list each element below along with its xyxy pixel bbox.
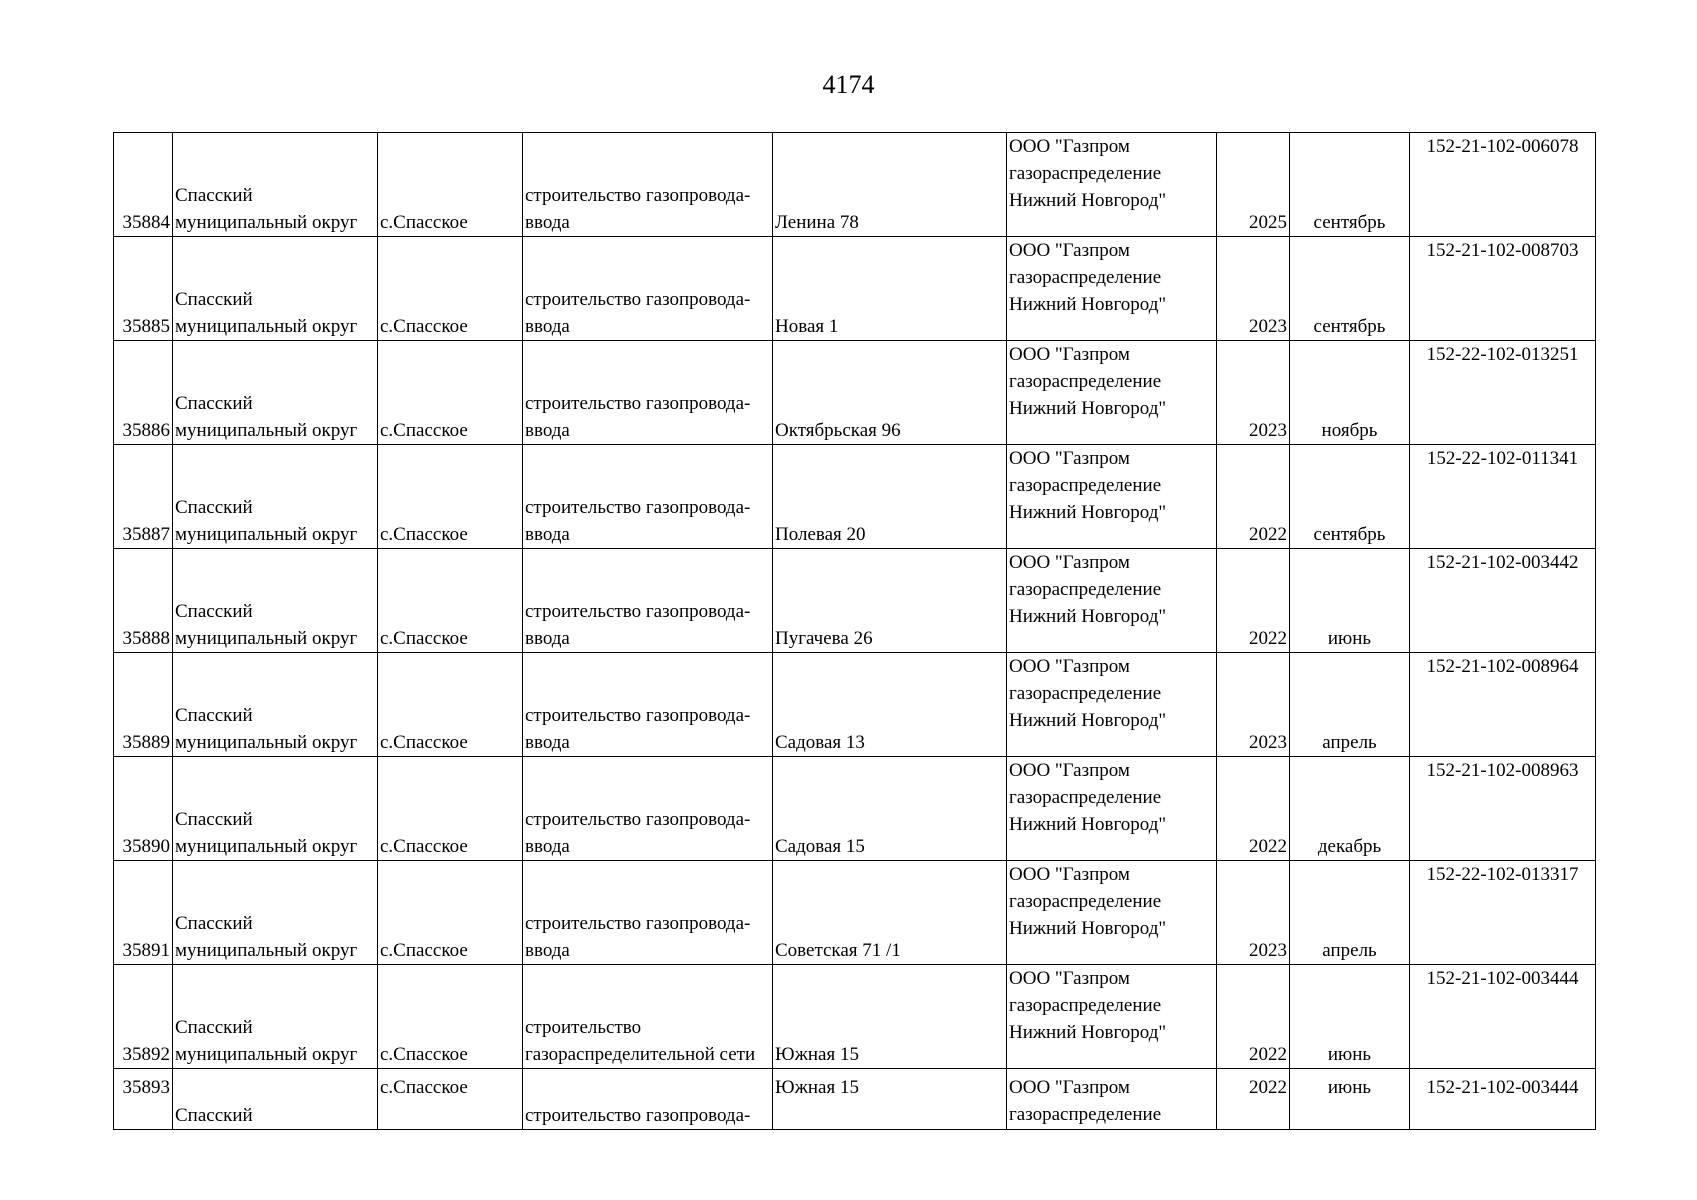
work-type-cell-line: ввода — [525, 836, 570, 857]
district-cell-line: Спасский — [175, 705, 253, 726]
code-cell: 152-21-102-008703 — [1410, 237, 1596, 341]
work-type-cell-line: строительство газопровода- — [525, 601, 751, 622]
address-cell: Садовая 13 — [773, 653, 1007, 757]
address-cell: Полевая 20 — [773, 445, 1007, 549]
record-number-cell: 35890 — [114, 757, 173, 861]
organization-cell-line: газораспределение — [1009, 683, 1162, 704]
month-cell: декабрь — [1290, 757, 1410, 861]
month-cell: июнь — [1290, 1069, 1410, 1130]
village-cell: с.Спасское — [378, 445, 523, 549]
organization-cell-line: ООО "Газпром — [1009, 656, 1130, 677]
record-number-cell: 35888 — [114, 549, 173, 653]
code-cell: 152-21-102-003444 — [1410, 1069, 1596, 1130]
work-type-cell-line: ввода — [525, 732, 570, 753]
organization-cell-line: Нижний Новгород" — [1009, 190, 1167, 211]
address-cell: Ленина 78 — [773, 133, 1007, 237]
work-type-cell — [523, 757, 773, 861]
work-type-cell-line: строительство — [525, 1017, 642, 1038]
organization-cell-line: газораспределение — [1009, 267, 1162, 288]
year-cell: 2023 — [1217, 341, 1290, 445]
year-cell: 2025 — [1217, 133, 1290, 237]
work-type-cell-line: ввода — [525, 940, 570, 961]
organization-cell-line: газораспределение — [1009, 995, 1162, 1016]
table-row — [114, 549, 1596, 653]
work-type-cell — [523, 237, 773, 341]
month-cell: ноябрь — [1290, 341, 1410, 445]
work-type-cell-line: строительство газопровода- — [525, 705, 751, 726]
district-cell-line: Спасский — [175, 185, 253, 206]
organization-cell-line: ООО "Газпром — [1009, 240, 1130, 261]
organization-cell — [1007, 133, 1217, 237]
work-type-cell — [523, 133, 773, 237]
month-cell: сентябрь — [1290, 445, 1410, 549]
table-body — [114, 133, 1596, 1130]
code-cell: 152-21-102-006078 — [1410, 133, 1596, 237]
organization-cell — [1007, 757, 1217, 861]
code-cell: 152-22-102-013251 — [1410, 341, 1596, 445]
work-type-cell — [523, 341, 773, 445]
district-cell-line: муниципальный округ — [175, 628, 358, 649]
organization-cell-line: газораспределение — [1009, 371, 1162, 392]
district-cell — [173, 965, 378, 1069]
organization-cell-line: газораспределение — [1009, 579, 1162, 600]
organization-cell — [1007, 341, 1217, 445]
organization-cell — [1007, 1069, 1217, 1130]
record-number-cell: 35891 — [114, 861, 173, 965]
work-type-cell-line: ввода — [525, 628, 570, 649]
organization-cell-line: газораспределение — [1009, 1104, 1162, 1125]
table-row — [114, 445, 1596, 549]
village-cell: с.Спасское — [378, 549, 523, 653]
table-row — [114, 133, 1596, 237]
organization-cell — [1007, 237, 1217, 341]
work-type-cell — [523, 653, 773, 757]
year-cell: 2022 — [1217, 445, 1290, 549]
work-type-cell-line: газораспределительной сети — [525, 1044, 756, 1065]
organization-cell — [1007, 861, 1217, 965]
work-type-cell-line: ввода — [525, 420, 570, 441]
work-type-cell — [523, 445, 773, 549]
address-cell: Южная 15 — [773, 965, 1007, 1069]
district-cell-line: Спасский — [175, 1017, 253, 1038]
year-cell: 2022 — [1217, 1069, 1290, 1130]
record-number-cell: 35893 — [114, 1069, 173, 1130]
work-type-cell-line: ввода — [525, 524, 570, 545]
work-type-cell-line: строительство газопровода- — [525, 1105, 751, 1126]
address-cell: Советская 71 /1 — [773, 861, 1007, 965]
month-cell: июнь — [1290, 965, 1410, 1069]
district-cell-line: Спасский — [175, 289, 253, 310]
organization-cell-line: Нижний Новгород" — [1009, 502, 1167, 523]
organization-cell-line: газораспределение — [1009, 163, 1162, 184]
work-type-cell — [523, 861, 773, 965]
work-type-cell — [523, 965, 773, 1069]
district-cell — [173, 341, 378, 445]
district-cell — [173, 237, 378, 341]
month-cell: июнь — [1290, 549, 1410, 653]
organization-cell-line: Нижний Новгород" — [1009, 398, 1167, 419]
organization-cell-line: газораспределение — [1009, 891, 1162, 912]
work-type-cell — [523, 549, 773, 653]
code-cell: 152-21-102-008963 — [1410, 757, 1596, 861]
village-cell: с.Спасское — [378, 133, 523, 237]
organization-cell-line: Нижний Новгород" — [1009, 1022, 1167, 1043]
address-cell: Пугачева 26 — [773, 549, 1007, 653]
district-cell — [173, 861, 378, 965]
work-type-cell-line: строительство газопровода- — [525, 185, 751, 206]
district-cell — [173, 757, 378, 861]
table-row — [114, 965, 1596, 1069]
village-cell: с.Спасское — [378, 757, 523, 861]
district-cell-line: Спасский — [175, 913, 253, 934]
district-cell-line: Спасский — [175, 393, 253, 414]
record-number-cell: 35886 — [114, 341, 173, 445]
work-type-cell-line: строительство газопровода- — [525, 289, 751, 310]
gasification-registry-table — [113, 132, 1596, 1130]
village-cell: с.Спасское — [378, 1069, 523, 1130]
district-cell-line: муниципальный округ — [175, 316, 358, 337]
year-cell: 2023 — [1217, 861, 1290, 965]
organization-cell-line: ООО "Газпром — [1009, 448, 1130, 469]
code-cell: 152-22-102-013317 — [1410, 861, 1596, 965]
record-number-cell: 35884 — [114, 133, 173, 237]
organization-cell — [1007, 445, 1217, 549]
village-cell: с.Спасское — [378, 653, 523, 757]
code-cell: 152-21-102-008964 — [1410, 653, 1596, 757]
table-row — [114, 1069, 1596, 1130]
work-type-cell-line: строительство газопровода- — [525, 497, 751, 518]
district-cell-line: Спасский — [175, 1105, 253, 1126]
year-cell: 2023 — [1217, 237, 1290, 341]
record-number-cell: 35892 — [114, 965, 173, 1069]
address-cell: Южная 15 — [773, 1069, 1007, 1130]
organization-cell-line: ООО "Газпром — [1009, 136, 1130, 157]
village-cell: с.Спасское — [378, 861, 523, 965]
work-type-cell-line: строительство газопровода- — [525, 393, 751, 414]
village-cell: с.Спасское — [378, 237, 523, 341]
organization-cell-line: Нижний Новгород" — [1009, 294, 1167, 315]
month-cell: апрель — [1290, 861, 1410, 965]
organization-cell-line: ООО "Газпром — [1009, 760, 1130, 781]
district-cell — [173, 445, 378, 549]
district-cell — [173, 653, 378, 757]
page-number: 4174 — [822, 70, 875, 99]
district-cell-line: муниципальный округ — [175, 524, 358, 545]
record-number-cell: 35889 — [114, 653, 173, 757]
organization-cell-line: Нижний Новгород" — [1009, 606, 1167, 627]
code-cell: 152-22-102-011341 — [1410, 445, 1596, 549]
village-cell: с.Спасское — [378, 965, 523, 1069]
district-cell — [173, 549, 378, 653]
organization-cell-line: ООО "Газпром — [1009, 1077, 1130, 1098]
table-row — [114, 341, 1596, 445]
district-cell-line: Спасский — [175, 497, 253, 518]
code-cell: 152-21-102-003444 — [1410, 965, 1596, 1069]
organization-cell-line: газораспределение — [1009, 475, 1162, 496]
organization-cell-line: Нижний Новгород" — [1009, 710, 1167, 731]
year-cell: 2023 — [1217, 653, 1290, 757]
organization-cell — [1007, 549, 1217, 653]
organization-cell-line: Нижний Новгород" — [1009, 918, 1167, 939]
district-cell — [173, 133, 378, 237]
address-cell: Садовая 15 — [773, 757, 1007, 861]
year-cell: 2022 — [1217, 757, 1290, 861]
year-cell: 2022 — [1217, 965, 1290, 1069]
district-cell-line: Спасский — [175, 601, 253, 622]
district-cell-line: муниципальный округ — [175, 1044, 358, 1065]
work-type-cell-line: строительство газопровода- — [525, 809, 751, 830]
table-row — [114, 861, 1596, 965]
district-cell-line: муниципальный округ — [175, 212, 358, 233]
district-cell-line: муниципальный округ — [175, 940, 358, 961]
district-cell-line: муниципальный округ — [175, 836, 358, 857]
district-cell-line: муниципальный округ — [175, 732, 358, 753]
district-cell-line: Спасский — [175, 809, 253, 830]
work-type-cell-line: ввода — [525, 316, 570, 337]
month-cell: апрель — [1290, 653, 1410, 757]
month-cell: сентябрь — [1290, 237, 1410, 341]
work-type-cell — [523, 1069, 773, 1130]
address-cell: Октябрьская 96 — [773, 341, 1007, 445]
village-cell: с.Спасское — [378, 341, 523, 445]
year-cell: 2022 — [1217, 549, 1290, 653]
table-row — [114, 757, 1596, 861]
address-cell: Новая 1 — [773, 237, 1007, 341]
organization-cell-line: ООО "Газпром — [1009, 968, 1130, 989]
organization-cell-line: Нижний Новгород" — [1009, 814, 1167, 835]
organization-cell-line: ООО "Газпром — [1009, 864, 1130, 885]
organization-cell-line: газораспределение — [1009, 787, 1162, 808]
district-cell-line: муниципальный округ — [175, 420, 358, 441]
work-type-cell-line: строительство газопровода- — [525, 913, 751, 934]
table-row — [114, 237, 1596, 341]
month-cell: сентябрь — [1290, 133, 1410, 237]
work-type-cell-line: ввода — [525, 212, 570, 233]
organization-cell-line: ООО "Газпром — [1009, 344, 1130, 365]
organization-cell — [1007, 653, 1217, 757]
table-row — [114, 653, 1596, 757]
record-number-cell: 35887 — [114, 445, 173, 549]
code-cell: 152-21-102-003442 — [1410, 549, 1596, 653]
district-cell — [173, 1069, 378, 1130]
record-number-cell: 35885 — [114, 237, 173, 341]
organization-cell — [1007, 965, 1217, 1069]
organization-cell-line: ООО "Газпром — [1009, 552, 1130, 573]
